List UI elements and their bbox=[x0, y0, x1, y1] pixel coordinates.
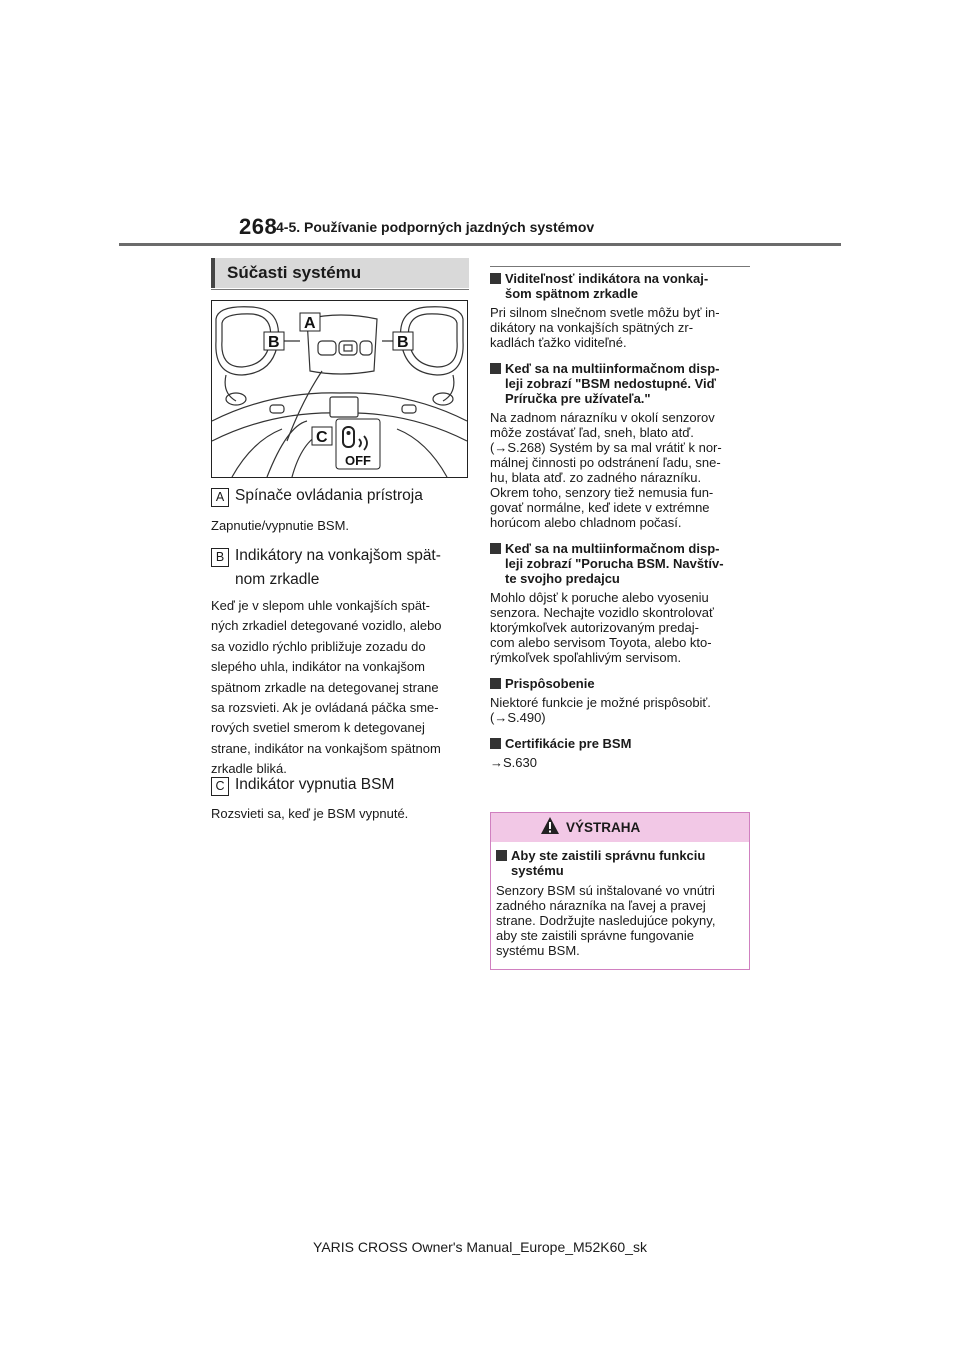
page-number: 268 bbox=[239, 214, 278, 239]
warning-box bbox=[490, 812, 750, 970]
bullet-square-icon bbox=[490, 738, 501, 749]
item-c bbox=[211, 776, 469, 824]
item-b-title: Indikátory na vonkajšom spät- bbox=[235, 547, 441, 564]
off-label: OFF bbox=[345, 453, 371, 468]
item-a bbox=[211, 487, 469, 536]
block-bsm-unavailable: Keď sa na multiinformačnom disp- leji zobrazí "BSM nedostupné. Viď Príručka pre užívateľa." Na zadnom nárazníku v okolí senzorov môže zostávať ľad, sneh, blato atď. (→S.268) Systém by sa mal vrátiť k nor- málnej činnosti po odstránení ľadu, sne- hu, blata atď. zo zadného nárazníku. Okrem toho, senzory tiež nemusia fun- govať normálne, keď idete v extrémne horúcom alebo chladnom počasí. bbox=[490, 361, 722, 530]
chapter-title: 4-5. Používanie podporných jazdných systémov bbox=[276, 219, 595, 235]
warning-header bbox=[491, 813, 749, 842]
bullet-square-icon bbox=[490, 678, 501, 689]
item-b-body: Keď je v slepom uhle vonkajších spät- ných zrkadiel detegované vozidlo, alebo sa vozidlo rýchlo približuje zozadu do slepého uhla, indikátor na vonkajšom spätnom zrkadle na detegovanej strane sa rozsvieti. Ak je ovládaná páčka sme- rových svetiel smerom k detegovanej strane, indikátor na vonkajšom spätnom zrkadle bliká. bbox=[211, 598, 442, 777]
letter-b-box: B bbox=[211, 548, 229, 567]
letter-c-box: C bbox=[211, 777, 229, 796]
callout-a: A bbox=[304, 315, 316, 332]
bullet-square-icon bbox=[490, 543, 501, 554]
letter-a-box: A bbox=[211, 488, 229, 507]
warning-content: Aby ste zaistili správnu funkciu systému Senzory BSM sú inštalované vo vnútri zadného nárazníka na ľavej a pravej strane. Dodržujte nasledujúce pokyny, aby ste zaistili správne fungovanie systému BSM. bbox=[496, 848, 716, 958]
callout-c: C bbox=[316, 429, 328, 446]
warning-title: VÝSTRAHA bbox=[566, 820, 641, 835]
header-rule bbox=[119, 243, 841, 246]
item-c-body: Rozsvieti sa, keď je BSM vypnuté. bbox=[211, 806, 409, 821]
callout-b-left: B bbox=[268, 334, 280, 351]
block-bsm-malfunction: Keď sa na multiinformačnom disp- leji zobrazí "Porucha BSM. Navštív- te svojho predajcu Mohlo dôjsť k poruche alebo vyoseniu senzora. Nechajte vozidlo skontrolovať ktorýmkoľvek autorizovaným predaj- com alebo servisom Toyota, alebo kto- rýmkoľvek spoľahlivým servisom. bbox=[490, 541, 724, 665]
right-column bbox=[490, 271, 752, 770]
item-c-title: Indikátor vypnutia BSM bbox=[235, 776, 395, 793]
item-b bbox=[211, 544, 469, 780]
block-visibility: Viditeľnosť indikátora na vonkaj- šom spätnom zrkadle Pri silnom slnečnom svetle môžu byť in- dikátory na vonkajších spätných zr- kadlách ťažko viditeľné. bbox=[490, 271, 720, 350]
bullet-square-icon bbox=[490, 363, 501, 374]
item-a-body: Zapnutie/vypnutie BSM. bbox=[211, 518, 350, 533]
item-b-title-cont: nom zrkadle bbox=[235, 571, 320, 588]
footer-manual-id: YARIS CROSS Owner's Manual_Europe_M52K60_sk bbox=[313, 1239, 647, 1255]
right-column-rule bbox=[490, 266, 750, 267]
callout-b-right: B bbox=[397, 334, 409, 351]
section-underline bbox=[211, 289, 469, 290]
block-certifications: Certifikácie pre BSM →S.630 bbox=[490, 736, 632, 770]
dashboard-illustration bbox=[211, 300, 468, 478]
section-heading bbox=[211, 258, 469, 288]
bullet-square-icon bbox=[490, 273, 501, 284]
item-a-title: Spínače ovládania prístroja bbox=[235, 487, 423, 504]
block-customization: Prispôsobenie Niektoré funkcie je možné prispôsobiť. (→S.490) bbox=[490, 676, 711, 725]
section-title: Súčasti systému bbox=[227, 263, 362, 282]
bullet-square-icon bbox=[496, 850, 507, 861]
dashboard-drawing bbox=[212, 301, 467, 477]
warning-triangle-icon bbox=[540, 816, 560, 835]
